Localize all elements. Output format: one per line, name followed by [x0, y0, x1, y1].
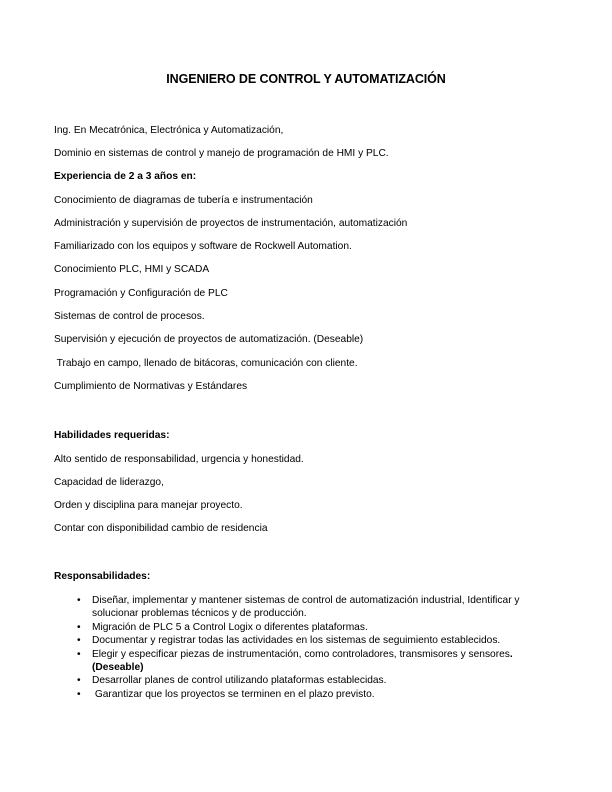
experience-item: Familiarizado con los equipos y software de Rockwell Automation. [54, 241, 352, 252]
responsibility-item [54, 674, 564, 687]
bullet-icon: • [77, 648, 81, 660]
experience-item: Programación y Configuración de PLC [54, 288, 228, 299]
document-title: INGENIERO DE CONTROL Y AUTOMATIZACIÓN [166, 72, 446, 86]
responsibility-text: Elegir y especificar piezas de instrumentación, como controladores, transmisores y sensores [92, 648, 510, 660]
skills-heading: Habilidades requeridas: [54, 430, 170, 441]
experience-item: Conocimiento PLC, HMI y SCADA [54, 264, 210, 275]
skill-item: Capacidad de liderazgo, [54, 477, 164, 488]
skill-item: Contar con disponibilidad cambio de residencia [54, 523, 268, 534]
bullet-icon: • [77, 635, 81, 647]
experience-item: Conocimiento de diagramas de tubería e instrumentación [54, 195, 313, 206]
bullet-icon: • [77, 595, 81, 606]
responsibilities-list [54, 594, 564, 701]
experience-item: Cumplimiento de Normativas y Estándares [54, 381, 248, 392]
bullet-icon: • [77, 675, 81, 687]
responsibility-text: Desarrollar planes de control utilizando plataformas establecidas. [92, 675, 387, 687]
intro-domain: Dominio en sistemas de control y manejo de programación de HMI y PLC. [54, 148, 389, 159]
responsibility-item [54, 688, 564, 701]
responsibility-item [54, 594, 564, 621]
bullet-icon: • [77, 688, 81, 700]
experience-item: Supervisión y ejecución de proyectos de automatización. (Deseable) [54, 334, 364, 345]
responsibility-text: Documentar y registrar todas las actividades en los sistemas de seguimiento establecidos. [92, 635, 501, 647]
experience-item: Administración y supervisión de proyectos de instrumentación, automatización [54, 218, 408, 229]
experience-heading: Experiencia de 2 a 3 años en: [54, 171, 197, 182]
responsibility-item [54, 648, 564, 675]
responsibility-text: Garantizar que los proyectos se terminen en el plazo previsto. [92, 688, 375, 700]
responsibility-item [54, 634, 564, 647]
desirable-note: . (Deseable) [92, 648, 513, 674]
responsibility-item [54, 621, 564, 634]
skill-item: Orden y disciplina para manejar proyecto. [54, 500, 243, 511]
experience-item: Trabajo en campo, llenado de bitácoras, comunicación con cliente. [54, 358, 358, 369]
intro-degree: Ing. En Mecatrónica, Electrónica y Automatización, [54, 125, 284, 136]
bullet-icon: • [77, 621, 81, 633]
experience-item: Sistemas de control de procesos. [54, 311, 205, 322]
skill-item: Alto sentido de responsabilidad, urgencia y honestidad. [54, 454, 304, 465]
responsibility-text: Migración de PLC 5 a Control Logix o diferentes plataformas. [92, 621, 368, 633]
responsibility-text: Diseñar, implementar y mantener sistemas de control de automatización industrial, Identificar y solucionar problemas técnicos y de producción. [92, 595, 520, 620]
responsibilities-heading: Responsabilidades: [54, 571, 151, 582]
